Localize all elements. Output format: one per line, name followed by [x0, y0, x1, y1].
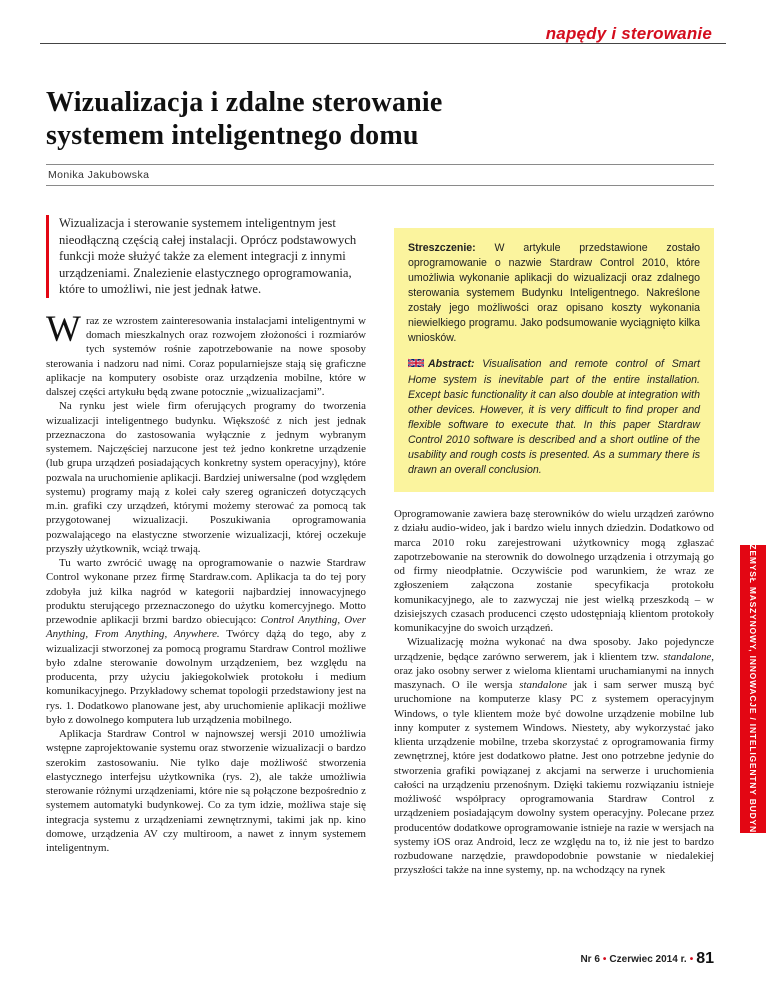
page-title	[46, 86, 686, 152]
uk-flag-icon	[408, 358, 424, 373]
page-title-line2: systemem inteligentnego domu	[46, 120, 419, 151]
footer-issue: Nr 6	[580, 954, 600, 965]
page-footer	[580, 950, 714, 968]
left-column-body	[46, 308, 367, 856]
vertical-category-label: PRZEMYSŁ MASZYNOWY, INNOWACJE / INTELIGENTNY BUDYNEK	[748, 531, 758, 847]
inline-emphasis: standalone	[663, 650, 712, 663]
dropcap: W	[46, 308, 81, 350]
inline-emphasis: Control Anything, Over Anything, From Anything, Anywhere.	[46, 614, 367, 641]
footer-page-number: 81	[696, 950, 714, 967]
abstract-en-text: Visualisation and remote control of Smart Home system is inevitable part of the entire installation. Except basic functionality it can also double at integration with other devices. However, it is very difficult to find proper and flexible software to execute that. In this paper Stardraw Control 2010 software is described and a short outline of the usability and rough costs is presented. As a summary there is drawn an overall conclusion.	[408, 358, 700, 476]
paragraph: Wraz ze wzrostem zainteresowania instalacjami inteligentnymi w domach mieszkalnych oraz rozwojem złożoności i rozmiarów tych systemów rośnie zapotrzebowanie na nowe sposoby sterowania i nadzoru nad nimi. Coraz popularniejsze stają się graficzne aplikacje na komputery osobiste oraz urządzenia mobilne, które w dalszej części artykułu będą zwane potocznie „wizualizacjami”.	[46, 308, 366, 399]
article-columns	[46, 212, 714, 878]
abstract-pl	[408, 241, 700, 346]
paragraph: Oprogramowanie zawiera bazę sterowników do wielu urządzeń zarówno z działu audio-wideo, jak i bardzo wielu innych dziedzin. Dodatkowo od marca 2010 roku zarejestrowani użytkownicy mogą zgłaszać zapotrzebowanie na sterownik do dowolnego urządzenia i otrzymają go od firmy nieodpłatnie. Oczywiście pod warunkiem, że wraz ze zgłoszeniem załączona zostanie specyfikacja protokołu komunikacyjnego, ale to zazwyczaj nie jest wielką przeszkodą – w dzisiejszych czasach producenci często udostępniają klientom protokoły komunikacyjne do swoich urządzeń.	[394, 508, 714, 634]
page-title-line1: Wizualizacja i zdalne sterowanie	[46, 87, 443, 118]
abstract-box	[394, 228, 714, 492]
paragraph: Tu warto zwrócić uwagę na oprogramowanie o nazwie Stardraw Control wykonane przez firmę Stardraw.com. Aplikacja ta do tej pory zdobyła już kilka nagród w kategorii najbardziej innowacyjnego produktu sterującego przeznaczonego do użytku komercyjnego. Motto przewodnie aplikacji brzmi bardzo obiecująco: Control Anything, Over Anything, From Anything, Anywhere. Twórcy dążą do tego, aby z wizualizacji stworzonej za pomocą programu Stardraw Control możliwe było zdalne sterowanie dowolnym urządzeniem, bez względu na producenta, przy użyciu jakiegokolwiek protokołu i medium komunikacyjnego. Przykładowy schemat topologii przedstawiony jest na rys. 1. Dodatkowo planowane jest, aby uruchomienie aplikacji możliwe było z dowolnego komputera lub urządzenia mobilnego.	[46, 557, 367, 726]
abstract-pl-label: Streszczenie:	[408, 242, 476, 254]
footer-separator-icon: •	[602, 954, 607, 965]
header-rule	[40, 43, 726, 44]
vertical-category-strip	[740, 531, 766, 847]
abstract-en-label: Abstract:	[428, 358, 475, 370]
footer-date: Czerwiec 2014 r.	[609, 954, 687, 965]
right-column	[394, 212, 714, 878]
section-header-label: napędy i sterowanie	[545, 24, 712, 43]
paragraph: Na rynku jest wiele firm oferujących programy do tworzenia wizualizacji inteligentnego budynku. Większość z nich jest jednak przeznaczona do zastosowania wyłącznie z jednym wybranym systemem. Najczęściej narzucone jest też jedno konkretne urządzenie (lub grupa urządzeń posiadających konkretny system operacyjny), które pozwala na uruchomienie aplikacji. Bardziej uniwersalne (pod względem systemu) programy mają z kolei cały szereg ograniczeń dotyczących m.in. grafiki czy urządzeń, którymi możemy sterować za pomocą tak przygotowanej wizualizacji. Poszukiwania oprogramowania pozwalającego na elastyczne stworzenie wizualizacji, której oczekuje przyszły użytkownik, wciąż trwają.	[46, 400, 366, 555]
lead-paragraph: Wizualizacja i sterowanie systemem inteligentnym jest nieodłączną częścią całej instalacji. Oprócz podstawowych funkcji może służyć także za element integracji z innymi urządzeniami. Znalezienie elastycznego oprogramowania, które to umożliwi, nie jest jednak łatwe.	[46, 215, 366, 298]
abstract-en	[408, 357, 700, 478]
abstract-pl-text: W artykule przedstawione zostało oprogramowanie o nazwie Stardraw Control 2010, które umożliwia wykonanie aplikacji do wizualizacji oraz zdalnego sterowania systemem Budynku Inteligentnego. Nakreślone zostały jego możliwości oraz opisano koszty wykonania niewielkiego programu. Jako podsumowanie wyciągnięto kilka wniosków.	[408, 242, 700, 344]
right-column-body	[394, 507, 714, 878]
paragraph: Aplikacja Stardraw Control w najnowszej wersji 2010 umożliwia wstępne zaprojektowanie systemu oraz stworzenie wizualizacji o bardzo szerokim zastosowaniu. Nie tylko daje możliwość stworzenia elastycznego interfejsu użytkownika (rys. 2), ale także umożliwia sterowanie różnymi urządzeniami, które nie są połączone bezpośrednio z systemem automatyki budynkowej. Co za tym idzie, możliwa staje się integracja systemu z urządzeniami zewnętrznymi, takimi jak np. kino domowe, urządzenia AV czy multiroom, a nawet z innym systemem inteligentnym.	[46, 728, 366, 855]
paragraph: Wizualizację można wykonać na dwa sposoby. Jako pojedyncze urządzenie, będące zarówno serwerem, jak i klientem tzw. standalone, oraz jako osobny serwer z wieloma klientami uruchamianymi na innych maszynach. O ile wersja standalone jak i sam serwer muszą być uruchomione na komputerze klasy PC z systemem operacyjnym Windows, o tyle klientem może być dowolne urządzenie mobilne lub inny komputer z systemem Windows. Niestety, aby wykorzystać jako klienta urządzenie mobilne, trzeba skorzystać z oprogramowania firmy zewnętrznej, które jest dodatkowo płatne. Jest ono potrzebne jedynie do stworzenia grafiki powiązanej z akcjami na serwerze i uruchomienia całości na urządzeniu przenośnym. Dzięki takiemu rozwiązaniu istnieje możliwość współpracy oprogramowania Stardraw Control z urządzeniem posiadającym dowolny system operacyjny. Polecane przez producentów dodatkowe oprogramowanie istnieje na razie w wersjach na systemy iOS oraz Android, lecz ze względu na to, iż nie jest to bardzo rozbudowane narzędzie, prawdopodobnie powstanie w niedalekiej przyszłości także na inne systemy, np. na wchodzący na rynek	[394, 636, 715, 877]
author-byline: Monika Jakubowska	[46, 164, 714, 186]
left-column	[46, 212, 366, 878]
inline-emphasis: standalone	[519, 679, 568, 691]
footer-separator-icon: •	[689, 954, 694, 965]
